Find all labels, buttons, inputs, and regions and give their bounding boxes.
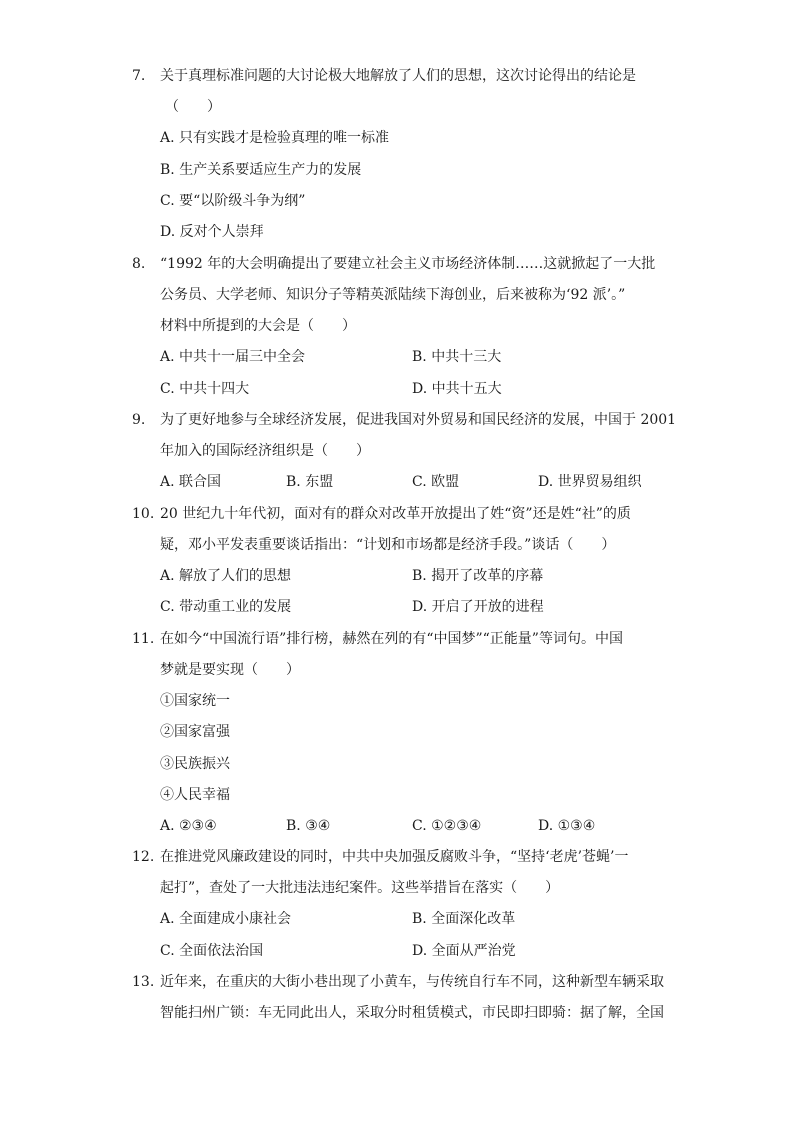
option-c: C. 全面依法治国: [160, 943, 264, 959]
option-a: A. 全面建成小康社会: [160, 911, 292, 927]
statement-item: ①国家统一: [160, 693, 230, 709]
question-number: 9.: [132, 412, 146, 428]
option-c: C. ①②③④: [412, 818, 482, 834]
question-stem-line: 起打”，查处了一大批违法违纪案件。这些举措旨在落实（ ）: [160, 880, 560, 896]
option-d: D. 全面从严治党: [412, 943, 516, 959]
option-a: A. ②③④: [160, 818, 217, 834]
option-b: B. 揭开了改革的序幕: [412, 568, 544, 584]
question-stem-line: 材料中所提到的大会是（ ）: [160, 318, 356, 334]
question-stem-line: 梦就是要实现（ ）: [160, 662, 300, 678]
question-number: 12.: [132, 849, 155, 865]
question-stem-line: 在如今“中国流行语”排行榜，赫然在列的有“中国梦”“正能量”等词句。中国: [160, 631, 623, 647]
question-stem-line: 年加入的国际经济组织是（ ）: [160, 443, 370, 459]
statement-item: ③民族振兴: [160, 756, 230, 772]
option-b: B. ③④: [286, 818, 331, 834]
question-stem-line: 智能扫州广锁：车无同此出人，采取分时租赁模式，市民即扫即骑：据了解，全国: [160, 1005, 664, 1021]
question-number: 7.: [132, 68, 146, 84]
option-a: A. 解放了人们的思想: [160, 568, 292, 584]
question-stem-line: 近年来，在重庆的大街小巷出现了小黄车，与传统自行车不同，这种新型车辆采取: [160, 974, 664, 990]
option-d: D. 开启了开放的进程: [412, 599, 544, 615]
statement-item: ④人民幸福: [160, 787, 230, 803]
option-c: C. 带动重工业的发展: [160, 599, 292, 615]
question-stem-line: 20 世纪九十年代初，面对有的群众对改革开放提出了姓“资”还是姓“社”的质: [160, 506, 631, 522]
option-c: C. 欧盟: [412, 474, 460, 490]
question-stem-line: 疑，邓小平发表重要谈话指出：“计划和市场都是经济手段。”谈话（ ）: [160, 537, 616, 553]
option-a: A. 只有实践才是检验真理的唯一标准: [160, 130, 390, 146]
option-d: D. 反对个人崇拜: [160, 224, 264, 240]
option-d: D. 中共十五大: [412, 381, 502, 397]
option-a: A. 联合国: [160, 474, 222, 490]
option-a: A. 中共十一届三中全会: [160, 349, 306, 365]
question-number: 8.: [132, 256, 146, 272]
option-c: C. 中共十四大: [160, 381, 250, 397]
question-number: 10.: [132, 506, 155, 522]
question-number: 13.: [132, 974, 155, 990]
question-stem-line: 关于真理标准问题的大讨论极大地解放了人们的思想，这次讨论得出的结论是: [160, 68, 636, 84]
option-d: D. ①③④: [538, 818, 596, 834]
question-stem-line: 在推进党风廉政建设的同时，中共中央加强反腐败斗争，“坚持‘老虎’苍蝇’一: [160, 849, 629, 865]
option-b: B. 全面深化改革: [412, 911, 516, 927]
question-stem-line: 公务员、大学老师、知识分子等精英派陆续下海创业，后来被称为‘92 派’。”: [160, 287, 626, 303]
option-d: D. 世界贸易组织: [538, 474, 642, 490]
question-stem-line: 为了更好地参与全球经济发展，促进我国对外贸易和国民经济的发展，中国于 2001: [160, 412, 677, 428]
option-b: B. 生产关系要适应生产力的发展: [160, 162, 362, 178]
option-b: B. 东盟: [286, 474, 334, 490]
option-c: C. 要“以阶级斗争为纲”: [160, 193, 306, 209]
question-number: 11.: [132, 631, 155, 647]
answer-blank: （ ）: [165, 99, 221, 115]
question-stem-line: “1992 年的大会明确提出了要建立社会主义市场经济体制……这就掀起了一大批: [160, 256, 656, 272]
option-b: B. 中共十三大: [412, 349, 502, 365]
statement-item: ②国家富强: [160, 724, 230, 740]
